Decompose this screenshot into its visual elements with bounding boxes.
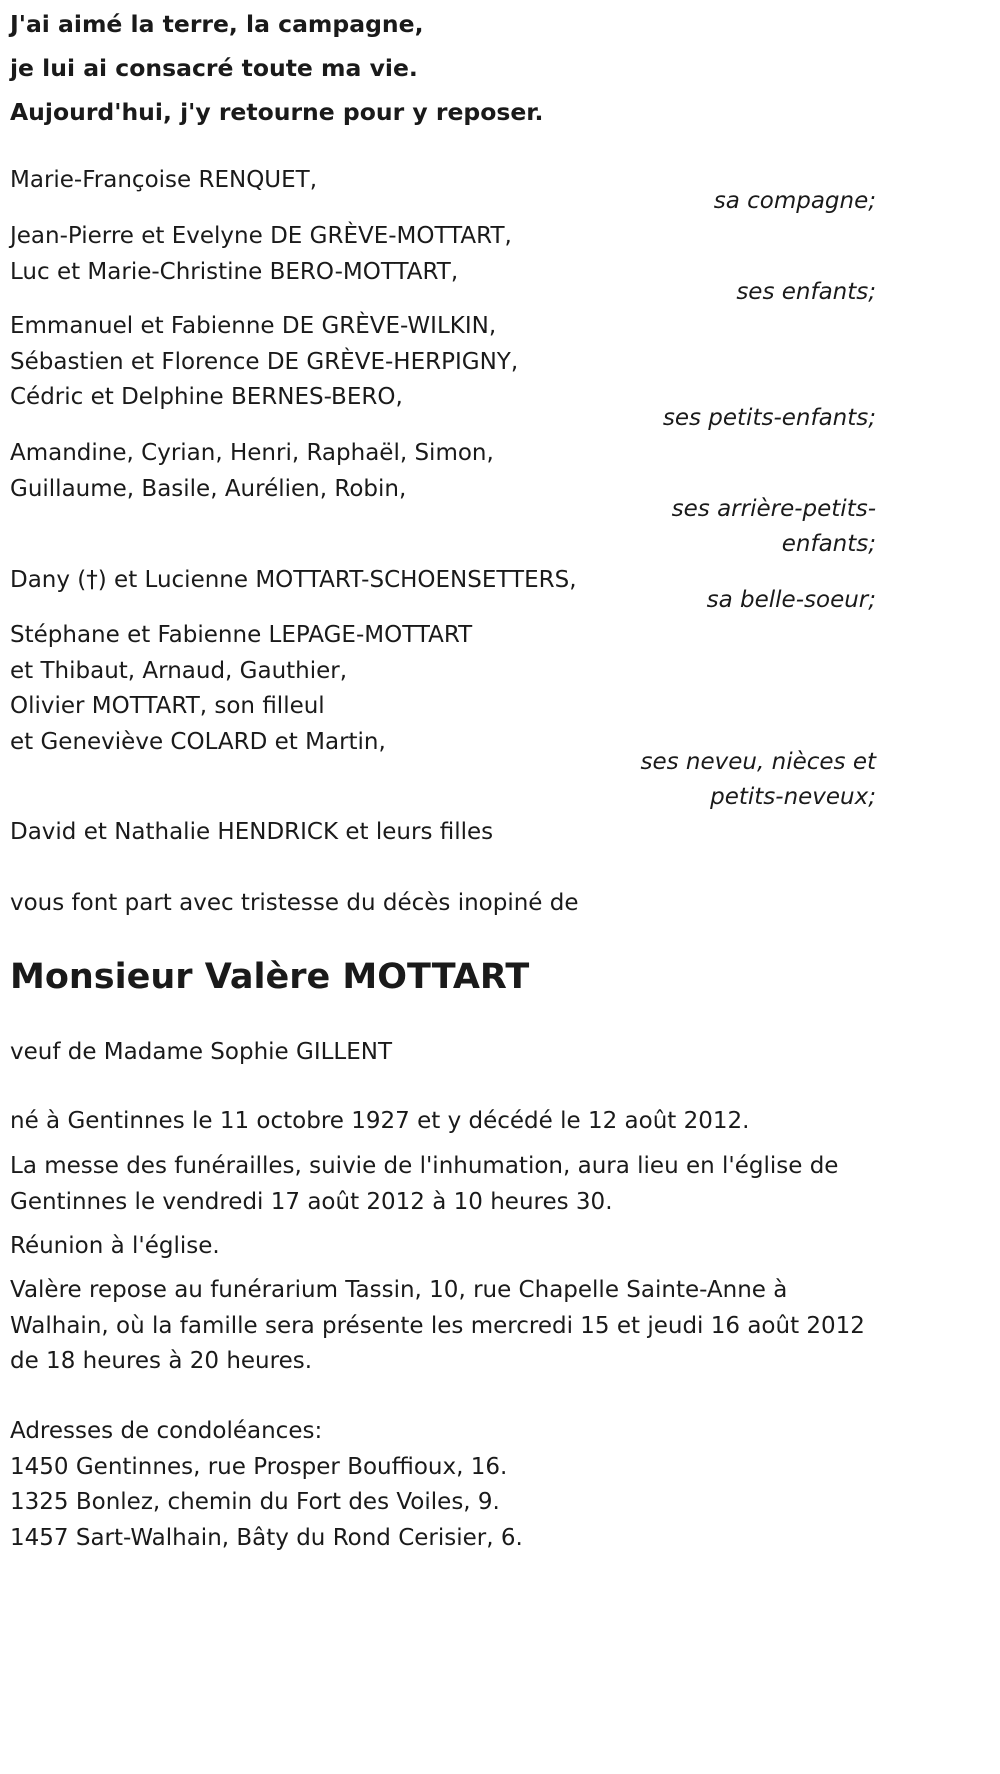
- family-name-line: Amandine, Cyrian, Henri, Raphaël, Simon,: [10, 440, 494, 466]
- rest-line: de 18 heures à 20 heures.: [10, 1348, 313, 1374]
- relation-great-grandchildren: [672, 492, 876, 562]
- relation-sister-in-law: [707, 583, 876, 618]
- family-names-great-grandchildren: [10, 436, 494, 507]
- family-names-companion: [10, 163, 317, 199]
- family-name-line: Marie-Françoise RENQUET,: [10, 167, 318, 193]
- family-names-friends: [10, 815, 493, 851]
- family-name-line: Emmanuel et Fabienne DE GRÈVE-WILKIN,: [10, 313, 497, 339]
- family-name-line: Jean-Pierre et Evelyne DE GRÈVE-MOTTART,: [10, 223, 512, 249]
- condolences-address: 1325 Bonlez, chemin du Fort des Voiles, 9.: [10, 1489, 500, 1515]
- widower-line: veuf de Madame Sophie GILLENT: [10, 1039, 393, 1065]
- poem: [10, 6, 543, 138]
- condolences: [10, 1414, 523, 1556]
- relation-nephews: [641, 745, 877, 815]
- family-name-line: Luc et Marie-Christine BERO-MOTTART,: [10, 258, 459, 285]
- rest-info: [10, 1273, 865, 1380]
- family-names-children: [10, 219, 512, 290]
- rest-line: Valère repose au funérarium Tassin, 10, rue Chapelle Sainte-Anne à: [10, 1277, 788, 1303]
- family-name-line: et Thibaut, Arnaud, Gauthier,: [10, 657, 348, 684]
- funeral-line: Gentinnes le vendredi 17 août 2012 à 10 heures 30.: [10, 1188, 613, 1215]
- family-name-line: Guillaume, Basile, Aurélien, Robin,: [10, 475, 407, 502]
- family-name-line: et Geneviève COLARD et Martin,: [10, 728, 386, 755]
- relation-line: enfants;: [781, 531, 876, 557]
- relation-line: sa belle-soeur;: [706, 587, 876, 613]
- rest-line: Walhain, où la famille sera présente les mercredi 15 et jeudi 16 août 2012: [10, 1312, 865, 1339]
- relation-line: petits-neveux;: [710, 784, 876, 810]
- deceased-name: Monsieur Valère MOTTART: [10, 957, 530, 997]
- announcement: vous font part avec tristesse du décès inopiné de: [10, 890, 579, 916]
- funeral-info: [10, 1149, 838, 1220]
- family-name-line: Dany (†) et Lucienne MOTTART-SCHOENSETTERS,: [10, 567, 577, 593]
- poem-line: J'ai aimé la terre, la campagne,: [10, 10, 424, 38]
- poem-line: Aujourd'hui, j'y retourne pour y reposer.: [10, 98, 544, 126]
- family-name-line: Olivier MOTTART, son filleul: [10, 693, 325, 719]
- family-names-grandchildren: [10, 309, 518, 416]
- condolences-address: 1450 Gentinnes, rue Prosper Bouffioux, 16.: [10, 1453, 508, 1480]
- family-name-line: Cédric et Delphine BERNES-BERO,: [10, 384, 403, 410]
- family-names-sister-in-law: [10, 563, 577, 599]
- poem-line: je lui ai consacré toute ma vie.: [10, 54, 418, 82]
- relation-line: ses neveu, nièces et: [640, 749, 876, 775]
- condolences-title: Adresses de condoléances:: [10, 1418, 323, 1444]
- family-name-line: David et Nathalie HENDRICK et leurs filles: [10, 819, 494, 845]
- relation-line: ses petits-enfants;: [662, 405, 876, 431]
- funeral-line: La messe des funérailles, suivie de l'inhumation, aura lieu en l'église de: [10, 1153, 839, 1179]
- condolences-address: 1457 Sart-Walhain, Bâty du Rond Cerisier, 6.: [10, 1524, 523, 1551]
- family-names-nephews: [10, 618, 472, 760]
- family-name-line: Sébastien et Florence DE GRÈVE-HERPIGNY,: [10, 348, 519, 375]
- relation-children: [736, 275, 876, 310]
- birth-death-line: né à Gentinnes le 11 octobre 1927 et y décédé le 12 août 2012.: [10, 1108, 750, 1134]
- relation-line: sa compagne;: [713, 188, 876, 214]
- relation-line: ses arrière-petits-: [671, 496, 876, 522]
- relation-companion: [714, 184, 876, 219]
- family-name-line: Stéphane et Fabienne LEPAGE-MOTTART: [10, 622, 473, 648]
- relation-grandchildren: [663, 401, 876, 436]
- relation-line: ses enfants;: [736, 279, 876, 305]
- reunion-line: Réunion à l'église.: [10, 1233, 220, 1259]
